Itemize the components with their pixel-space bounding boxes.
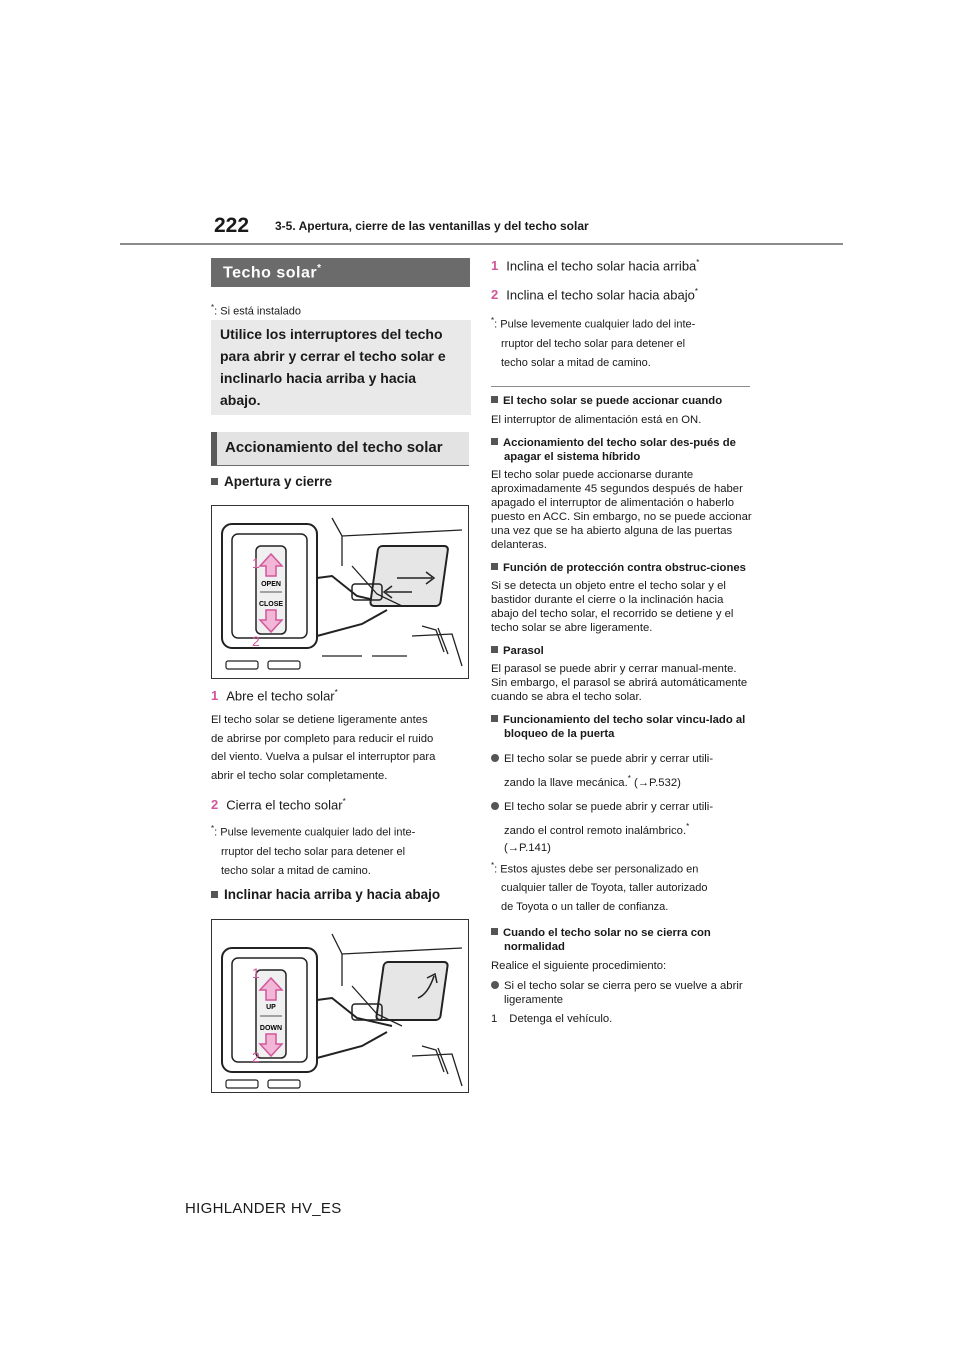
- info-body: Si se detecta un objeto entre el techo solar y el bastidor durante el cierre o la inclinación hacia abajo del techo solar, el recorrido se detiene y el techo solar se abre ligeramente.: [491, 580, 734, 634]
- tilt-switch-illustration: [212, 920, 468, 1092]
- callout-1: 1: [252, 965, 260, 981]
- info-body: El parasol se puede abrir y cerrar manual-mente. Sin embargo, el parasol se abrirá automáticamente cuando se abra el techo solar.: [491, 663, 748, 703]
- bullet-item: El techo solar se puede abrir y cerrar utili- zando el control remoto inalámbrico.* (→P.141): [491, 797, 753, 856]
- subsection-title: Accionamiento del techo solar: [225, 439, 443, 456]
- subsection-title-box: [211, 432, 469, 466]
- info-body: El techo solar puede accionarse durante aproximadamente 45 segundos después de haber apagado el interruptor de alimentación o haberlo puesto en ACC. Sin embargo, no se puede accionar una vez que se ha abierto alguna de las puertas delanteras.: [491, 469, 752, 551]
- heading-open-close: Apertura y cierre: [211, 474, 332, 489]
- intro-line: inclinarlo hacia arriba y hacia: [220, 370, 417, 386]
- callout-1: 1: [252, 555, 260, 571]
- info-heading: Función de protección contra obstruc-ciones: [491, 561, 753, 575]
- close-label: CLOSE: [258, 601, 284, 608]
- divider: [491, 386, 750, 387]
- info-heading: Cuando el techo solar no se cierra con normalidad: [491, 926, 753, 954]
- heading-tilt: Inclinar hacia arriba y hacia abajo: [211, 887, 440, 902]
- step-2-note: *: Pulse levemente cualquier lado del inte- rruptor del techo solar para detener el techo solar a mitad de camino.: [211, 824, 416, 877]
- running-header: 3-5. Apertura, cierre de las ventanillas y del techo solar: [275, 219, 589, 233]
- up-label: UP: [266, 1004, 276, 1011]
- step-2-tilt-down: 2 Inclina el techo solar hacia abajo*: [491, 287, 698, 303]
- step-1-open: 1 Abre el techo solar*: [211, 688, 338, 704]
- info-body: Realice el siguiente procedimiento:: [491, 960, 667, 973]
- figure-tilt: [211, 919, 469, 1093]
- bullet-item: Si el techo solar se cierra pero se vuelve a abrir ligeramente: [491, 979, 753, 1007]
- page-number: 222: [214, 214, 250, 237]
- down-label: DOWN: [259, 1025, 283, 1032]
- info-heading: Parasol: [491, 644, 753, 658]
- install-note: *: Si está instalado: [211, 303, 301, 318]
- bullet-icon: [491, 802, 499, 810]
- open-label: OPEN: [261, 581, 281, 588]
- callout-2: 2: [252, 633, 260, 649]
- intro-box: [211, 320, 471, 415]
- info-section: [491, 394, 753, 1026]
- step-1-body: El techo solar se detiene ligeramente antes de abrirse por completo para reducir el ruido del viento. Vuelva a pulsar el interruptor para abrir el techo solar completamente.: [211, 714, 436, 782]
- step-2-close: 2 Cierra el techo solar*: [211, 797, 346, 813]
- tilt-note: *: Pulse levemente cualquier lado del inte- rruptor del techo solar para detener el techo solar a mitad de camino.: [491, 316, 696, 369]
- info-heading: El techo solar se puede accionar cuando: [491, 394, 753, 408]
- header-divider: [120, 243, 843, 245]
- info-heading: Accionamiento del techo solar des-pués de apagar el sistema híbrido: [491, 436, 753, 464]
- step-1-tilt-up: 1 Inclina el techo solar hacia arriba*: [491, 258, 700, 274]
- customization-note: *: Estos ajustes debe ser personalizado en cualquier taller de Toyota, taller autorizado de Toyota o un taller de confianza.: [491, 860, 708, 914]
- intro-line: abajo.: [220, 392, 261, 408]
- callout-2: 2: [252, 1049, 260, 1065]
- intro-line: Utilice los interruptores del techo: [220, 326, 443, 342]
- info-body: El interruptor de alimentación está en ON.: [491, 414, 702, 426]
- figure-open-close: [211, 505, 469, 679]
- sunroof-switch-illustration: [212, 506, 468, 678]
- bullet-icon: [491, 981, 499, 989]
- intro-line: para abrir y cerrar el techo solar e: [220, 348, 446, 364]
- procedure-step: 1 Detenga el vehículo.: [491, 1013, 613, 1026]
- footer-model: HIGHLANDER HV_ES: [185, 1200, 342, 1217]
- section-title: Techo solar: [223, 264, 318, 282]
- bullet-icon: [491, 754, 499, 762]
- info-heading: Funcionamiento del techo solar vincu-lado al bloqueo de la puerta: [491, 713, 753, 741]
- section-title-box: Techo solar*: [211, 258, 470, 287]
- bullet-item: El techo solar se puede abrir y cerrar utili- zando la llave mecánica.* (→P.532): [491, 749, 753, 793]
